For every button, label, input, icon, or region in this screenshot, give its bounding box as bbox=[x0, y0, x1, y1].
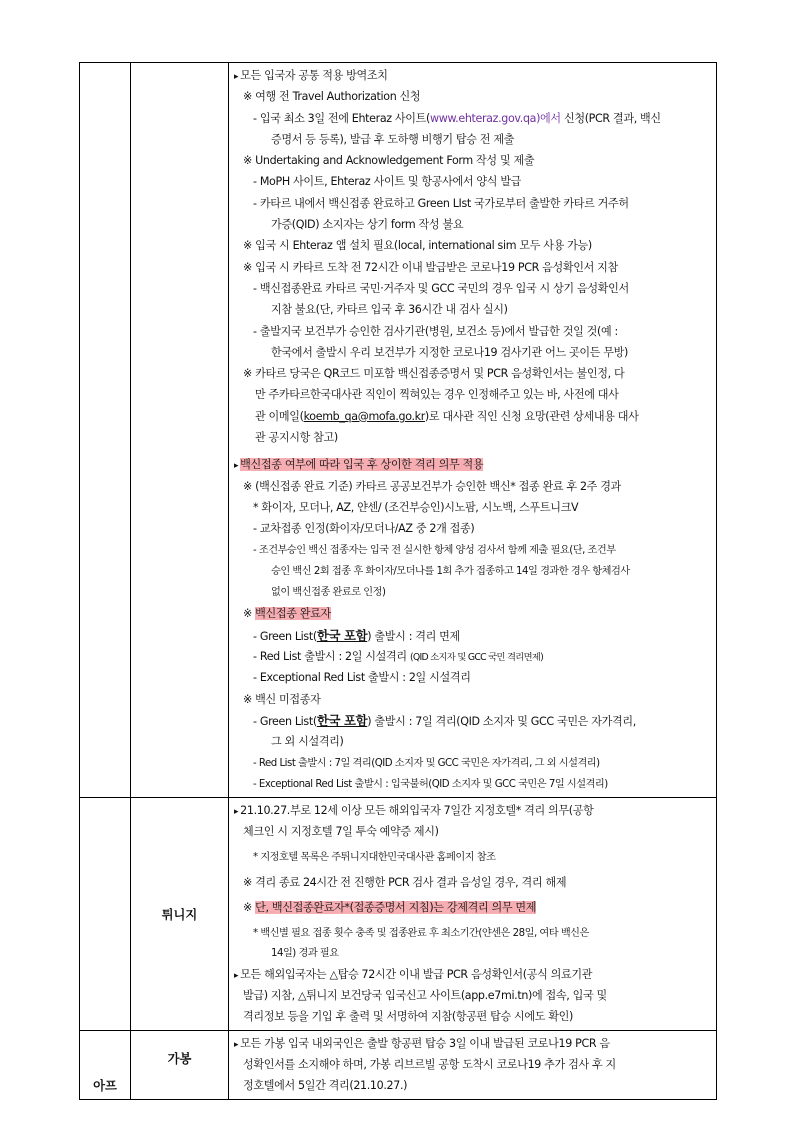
ta-line-1: - 입국 최소 3일 전에 Ehteraz 사이트(www.ehteraz.gov.qa)에서 신청(PCR 결과, 백신 bbox=[253, 111, 661, 125]
vaccine-basis: ※ (백신접종 완료 기준) 카타르 공공보건부가 승인한 백신* 접종 완료 후 2주 경과 bbox=[243, 479, 621, 493]
gabon-line-3: 정호텔에서 5일간 격리(21.10.27.) bbox=[243, 1079, 408, 1093]
country-gabon: 가봉 bbox=[131, 1030, 229, 1099]
tunisia-measures-cell bbox=[229, 798, 717, 1031]
vaccinated-green: - Green List(한국 포함) 출발시 : 격리 면제 bbox=[253, 627, 460, 643]
qr-line-4: 관 공지시항 참고) bbox=[255, 431, 338, 445]
vaccinated-red: - Red List 출발시 : 2일 시설격리 (QID 소지자 및 GCC 국민 격리면제) bbox=[253, 650, 544, 664]
gabon-measures-cell bbox=[229, 1030, 717, 1099]
ta-title: ※ 여행 전 Travel Authorization 신청 bbox=[243, 90, 421, 104]
unvaccinated-red: - Red List 출발시 : 7일 격리(QID 소지자 및 GCC 국민은 자가격리, 그 외 시설격리) bbox=[253, 757, 600, 769]
tunisia-p2-line-1: ▸ 모든 해외입국자는 △탑승 72시간 이내 발급 PCR 음성확인서(공식 의료기관 bbox=[234, 964, 710, 985]
uf-title: ※ Undertaking and Acknowledgement Form 작성 및 제출 bbox=[243, 154, 535, 168]
region-cell-empty-2 bbox=[80, 798, 131, 1031]
tunisia-p2-line-2: 발급) 지참, △튀니지 보건당국 입국신고 사이트(app.e7mi.tn)에 접속, 입국 및 bbox=[243, 989, 607, 1003]
app-line: ※ 입국 시 Ehteraz 앱 설치 필요(local, international sim 모두 사용 가능) bbox=[243, 239, 592, 253]
pcr-line-3: - 출발지국 보건부가 승인한 검사기관(병원, 보건소 등)에서 발급한 것일 것(예 : bbox=[253, 324, 618, 338]
country-tunisia: 튀니지 bbox=[131, 798, 229, 1031]
pcr-line-2: 지참 불요(단, 카타르 입국 후 36시간 내 검사 실시) bbox=[271, 303, 508, 317]
country-cell-empty bbox=[131, 63, 229, 798]
qr-line-3: 관 이메일(koemb_qa@mofa.go.kr)로 대사관 직인 신청 요망(관련 상세내용 대사 bbox=[255, 409, 639, 423]
vaccinated-title: ※ 백신접종 완료자 bbox=[243, 607, 331, 621]
tunisia-vacc-note-1: * 백신별 필요 접종 횟수 충족 및 접종완료 후 최소기간(얀센은 28일, 여타 백신은 bbox=[253, 927, 589, 939]
vaccinated-exceptional: - Exceptional Red List 출발시 : 2일 시설격리 bbox=[253, 671, 471, 685]
ta-line-2: 증명서 등 등록), 발급 후 도하행 비행기 탑승 전 제출 bbox=[271, 132, 515, 146]
tunisia-hotel-note: * 지정호텔 목록은 주튀니지대한민국대사관 홈페이지 참조 bbox=[253, 851, 496, 863]
unvaccinated-exceptional: - Exceptional Red List 출발시 : 입국불허(QID 소지자 및 GCC 국민은 7일 시설격리) bbox=[253, 778, 608, 790]
pcr-line-4: 한국에서 출발시 우리 보건부가 지정한 코로나19 검사기관 어느 곳이든 무방) bbox=[271, 345, 628, 359]
conditional-line-3: 없이 백신접종 완료로 인정) bbox=[271, 587, 386, 599]
ehteraz-link[interactable]: www.ehteraz.gov.qa)에서 bbox=[430, 111, 561, 125]
region-cell-empty bbox=[80, 63, 131, 798]
pcr-title: ※ 입국 시 카타르 도착 전 72시간 이내 발급받은 코로나19 PCR 음성확인서 지참 bbox=[243, 260, 618, 274]
uf-line-3: 가증(QID) 소지자는 상기 form 작성 불요 bbox=[271, 218, 464, 232]
gabon-row bbox=[80, 1030, 717, 1099]
qr-line-1: ※ 카타르 당국은 QR코드 미포함 백신접종증명서 및 PCR 음성확인서는 불인정, 다 bbox=[243, 367, 625, 381]
tunisia-exempt: ※ 단, 백신접종완료자*(접종증명서 지침)는 강제격리 의무 면제 bbox=[243, 901, 537, 915]
tunisia-row bbox=[80, 798, 717, 1031]
unvaccinated-green: - Green List(한국 포함) 출발시 : 7일 격리(QID 소지자 및 GCC 국민은 자가격리, bbox=[253, 712, 636, 728]
quarantine-title: ▸ 백신접종 여부에 따라 입국 후 상이한 격리 의무 적용 bbox=[234, 454, 710, 475]
unvaccinated-green-2: 그 외 시설격리) bbox=[271, 735, 344, 749]
conditional-line-1: - 조건부승인 백신 접종자는 입국 전 실시한 항체 양성 검사서 함께 제출 필요(단, 조건부 bbox=[253, 544, 616, 556]
tunisia-p1-line-1: ▸ 21.10.27.부로 12세 이상 모든 해외입국자 7일간 지정호텔* 격리 의무(공항 bbox=[234, 800, 710, 821]
tunisia-vacc-note-2: 14일) 경과 필요 bbox=[271, 947, 339, 959]
qr-line-2: 만 주카타르한국대사관 직인이 찍혀있는 경우 인정해주고 있는 바, 사전에 대사 bbox=[255, 388, 619, 402]
vaccine-list: * 화이자, 모더나, AZ, 얀센/ (조건부승인)시노팜, 시노백, 스푸트니크V bbox=[253, 500, 579, 514]
conditional-line-2: 승인 백신 2회 접종 후 화이자/모더나를 1회 추가 접종하고 14일 경과한 경우 항체검사 bbox=[271, 565, 630, 577]
common-measures-title: ▸ 모든 입국자 공통 적용 방역조치 bbox=[234, 65, 710, 86]
gabon-line-1: ▸ 모든 가봉 입국 내외국인은 출발 항공편 탑승 3일 이내 발급된 코로나19 PCR 음 bbox=[234, 1033, 710, 1054]
uf-line-1: - MoPH 사이트, Ehteraz 사이트 및 항공사에서 양식 발급 bbox=[253, 175, 522, 189]
tunisia-release: ※ 격리 종료 24시간 전 진행한 PCR 검사 결과 음성일 경우, 격리 해제 bbox=[243, 875, 567, 889]
pcr-line-1: - 백신접종완료 카타르 국민·거주자 및 GCC 국민의 경우 입국 시 상기 음성확인서 bbox=[253, 281, 629, 295]
gabon-line-2: 성확인서를 소지해야 하며, 가봉 리브르빌 공항 도착시 코로나19 추가 검사 후 지 bbox=[243, 1058, 616, 1072]
uf-line-2: - 카타르 내에서 백신접종 완료하고 Green LIst 국가로부터 출발한 카타르 거주허 bbox=[253, 196, 629, 210]
cross-vaccination: - 교차접종 인정(화이자/모더나/AZ 중 2개 접종) bbox=[253, 522, 475, 536]
region-africa: 아프 bbox=[80, 1030, 131, 1099]
qatar-measures-cell bbox=[229, 63, 717, 798]
country-entry-table bbox=[79, 62, 717, 1100]
tunisia-p2-line-3: 격리정보 등을 기입 후 출력 및 서명하여 지참(항공편 탑승 시에도 확인) bbox=[243, 1010, 573, 1024]
qatar-row bbox=[80, 63, 717, 798]
tunisia-p1-line-2: 체크인 시 지정호텔 7일 투숙 예약증 제시) bbox=[243, 825, 439, 839]
embassy-email-link[interactable]: koemb_qa@mofa.go.kr bbox=[303, 409, 425, 423]
unvaccinated-title: ※ 백신 미접종자 bbox=[243, 692, 321, 706]
